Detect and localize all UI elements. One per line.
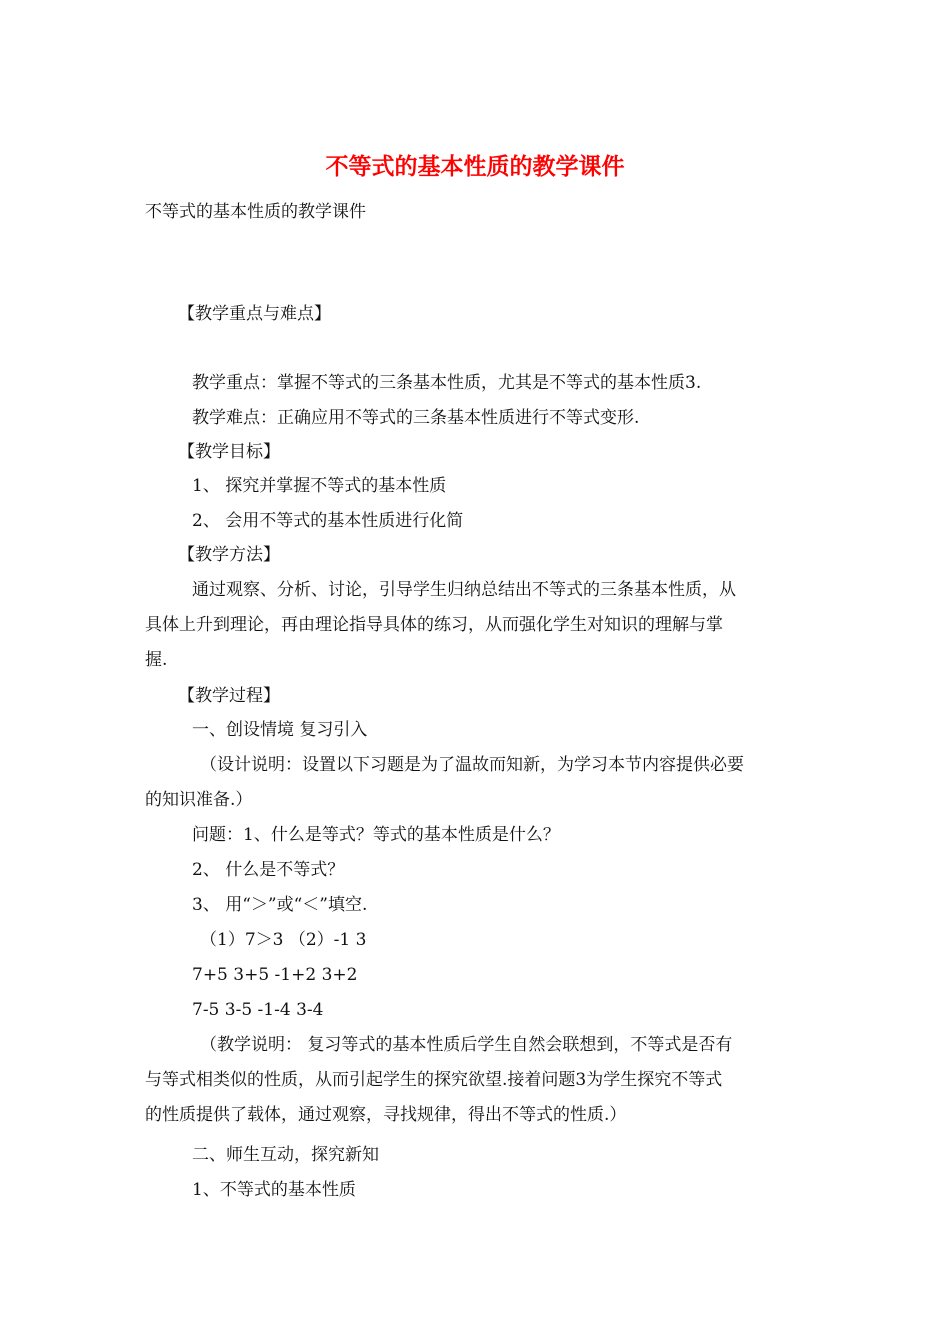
text-line: 教学重点：掌握不等式的三条基本性质，尤其是不等式的基本性质3. [192,373,702,393]
text-line: 握. [145,650,168,670]
text-line: 教学难点：正确应用不等式的三条基本性质进行不等式变形. [192,408,640,428]
section-heading-process: 【教学过程】 [178,686,280,706]
question-line: 问题：1、什么是等式？等式的基本性质是什么？ [192,825,560,845]
text-line: 通过观察、分析、讨论，引导学生归纳总结出不等式的三条基本性质，从 [192,580,736,600]
subsection-heading: 1、不等式的基本性质 [192,1180,356,1200]
document-subtitle: 不等式的基本性质的教学课件 [145,202,366,222]
section-heading-methods: 【教学方法】 [178,545,280,565]
subsection-heading: 二、师生互动，探究新知 [192,1145,379,1165]
text-line: （教学说明： 复习等式的基本性质后学生自然会联想到，不等式是否有 [200,1035,733,1055]
text-line: 的性质提供了载体，通过观察，寻找规律，得出不等式的性质.） [145,1105,627,1125]
text-line: 与等式相类似的性质，从而引起学生的探究欲望.接着问题3为学生探究不等式 [145,1070,723,1090]
list-item: 2、 会用不等式的基本性质进行化简 [192,511,464,531]
section-heading-objectives: 【教学目标】 [178,442,280,462]
text-line: （设计说明：设置以下习题是为了温故而知新，为学习本节内容提供必要 [200,755,744,775]
question-line: 3、 用“＞”或“＜”填空. [192,895,368,915]
exercise-line: 7-5 3-5 -1-4 3-4 [192,1000,324,1020]
exercise-line: 7+5 3+5 -1+2 3+2 [192,965,358,985]
text-line: 具体上升到理论，再由理论指导具体的练习，从而强化学生对知识的理解与掌 [145,615,723,635]
list-item: 1、 探究并掌握不等式的基本性质 [192,476,447,496]
section-heading-key-points: 【教学重点与难点】 [178,304,331,324]
text-line: 的知识准备.） [145,790,253,810]
question-line: 2、 什么是不等式？ [192,860,345,880]
exercise-line: （1）7＞3 （2）-1 3 [200,930,367,950]
subsection-heading: 一、创设情境 复习引入 [192,720,368,740]
document-title: 不等式的基本性质的教学课件 [325,154,625,180]
